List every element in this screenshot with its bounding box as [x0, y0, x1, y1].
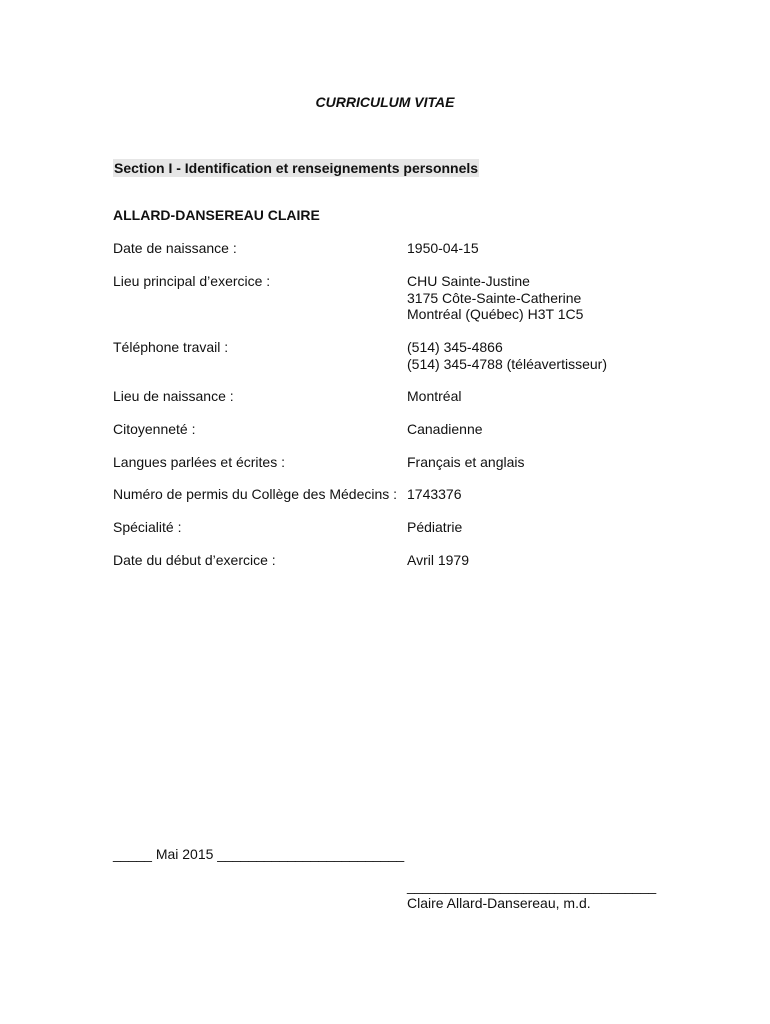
section-heading: Section I - Identification et renseignements personnels [114, 160, 479, 176]
field-value-line: Avril 1979 [407, 552, 470, 568]
field-value [407, 240, 479, 257]
document-title: CURRICULUM VITAE [315, 94, 455, 110]
field-label: Date du début d’exercice : [113, 552, 276, 568]
field-value-line: (514) 345-4866 [407, 339, 503, 355]
signature-date-line: _____ Mai 2015 ________________________ [113, 846, 405, 862]
field-label: Lieu principal d’exercice : [113, 273, 271, 289]
field-label: Langues parlées et écrites : [113, 454, 285, 470]
field-value-line: 3175 Côte-Sainte-Catherine [407, 289, 582, 306]
field-value-line: Canadienne [407, 421, 483, 437]
field-value [407, 273, 583, 323]
field-value-line: Montréal [407, 388, 462, 404]
field-value [407, 421, 483, 438]
signature-name: Claire Allard-Dansereau, m.d. [407, 895, 591, 911]
field-value [407, 339, 607, 372]
field-value-line: (514) 345-4788 (téléavertisseur) [407, 355, 607, 372]
field-label: Téléphone travail : [113, 339, 229, 355]
field-value-line: Montréal (Québec) H3T 1C5 [407, 306, 584, 322]
person-name: ALLARD-DANSEREAU CLAIRE [113, 207, 320, 223]
field-value-line: Français et anglais [407, 454, 525, 470]
field-value-line: 1743376 [407, 486, 462, 502]
field-value [407, 388, 461, 405]
field-label: Numéro de permis du Collège des Médecins : [113, 486, 398, 502]
signature-line: ________________________________ [407, 878, 657, 894]
field-label: Date de naissance : [113, 240, 237, 256]
field-value-line: Pédiatrie [407, 519, 463, 535]
field-value-line: CHU Sainte-Justine [407, 273, 530, 289]
field-value [407, 454, 525, 471]
field-value [407, 552, 469, 569]
field-value [407, 486, 462, 503]
field-label: Citoyenneté : [113, 421, 196, 437]
field-label: Lieu de naissance : [113, 388, 234, 404]
field-value-line: 1950-04-15 [407, 240, 479, 256]
field-label: Spécialité : [113, 519, 182, 535]
field-value [407, 519, 462, 536]
